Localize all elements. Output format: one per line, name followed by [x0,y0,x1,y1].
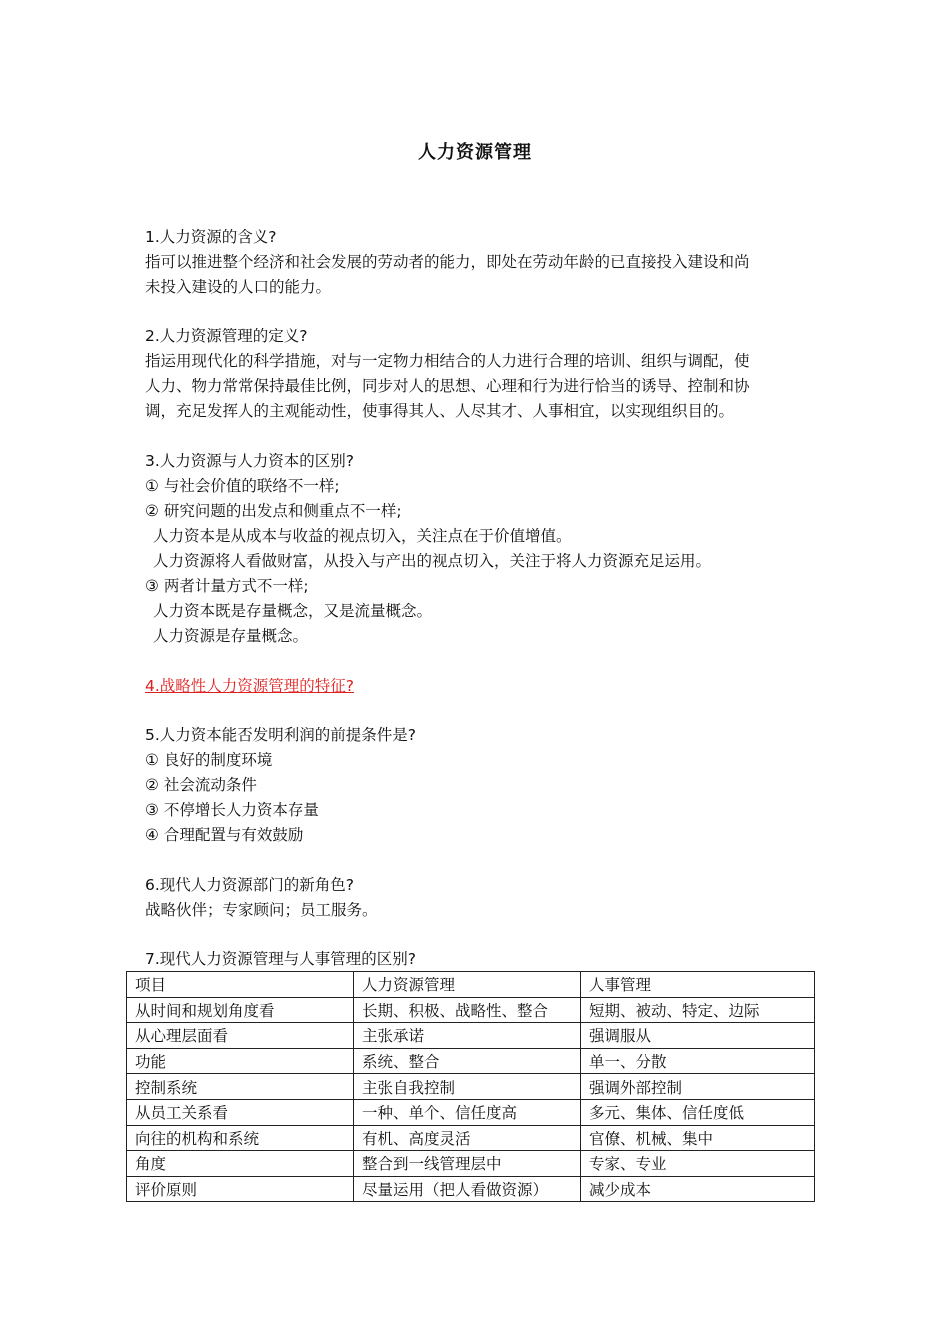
table-header-row [127,972,815,998]
table-cell: 强调服从 [581,1023,815,1049]
table-row [127,997,815,1023]
table-row [127,1176,815,1202]
table-cell: 从心理层面看 [127,1023,354,1049]
table-cell: 整合到一线管理层中 [354,1151,581,1177]
q5-item: ③ 不停增长人力资本存量 [145,801,319,819]
q5-item: ① 良好的制度环境 [145,751,273,769]
table-header-cell: 人力资源管理 [354,972,581,998]
q5-heading: 5.人力资本能否发明利润的前提条件是? [145,726,417,744]
table-cell: 主张承诺 [354,1023,581,1049]
table-cell: 主张自我控制 [354,1074,581,1100]
table-row [127,1125,815,1151]
q2-line: 人力、物力常常保持最佳比例，同步对人的思想、心理和行为进行恰当的诱导、控制和协 [145,377,750,395]
table-cell: 短期、被动、特定、边际 [581,997,815,1023]
table-row [127,1074,815,1100]
table-cell: 评价原则 [127,1176,354,1202]
q3-point: ① 与社会价值的联络不一样; [145,477,340,495]
q3-subpoint: 人力资本是从成本与收益的视点切入，关注点在于价值增值。 [153,527,572,545]
table-cell: 角度 [127,1151,354,1177]
table-cell: 功能 [127,1048,354,1074]
q3-subpoint: 人力资源是存量概念。 [153,627,309,645]
table-cell: 强调外部控制 [581,1074,815,1100]
document-title: 人力资源管理 [418,142,532,163]
q2-line: 指运用现代化的科学措施，对与一定物力相结合的人力进行合理的培训、组织与调配，使 [145,352,750,370]
table-cell: 减少成本 [581,1176,815,1202]
table-cell: 向往的机构和系统 [127,1125,354,1151]
table-cell: 单一、分散 [581,1048,815,1074]
table-cell: 控制系统 [127,1074,354,1100]
table-row [127,1048,815,1074]
q6-heading: 6.现代人力资源部门的新角色? [145,876,355,894]
table-cell: 官僚、机械、集中 [581,1125,815,1151]
q1-heading: 1.人力资源的含义? [145,228,277,246]
table-header-cell: 人事管理 [581,972,815,998]
table-row [127,1023,815,1049]
table-row [127,1099,815,1125]
table-cell: 多元、集体、信任度低 [581,1099,815,1125]
q5-item: ② 社会流动条件 [145,776,257,794]
q7-heading: 7.现代人力资源管理与人事管理的区别? [145,950,417,968]
table-cell: 专家、专业 [581,1151,815,1177]
q1-line: 指可以推进整个经济和社会发展的劳动者的能力，即处在劳动年龄的已直接投入建设和尚 [145,253,750,271]
table-cell: 长期、积极、战略性、整合 [354,997,581,1023]
table-row [127,1151,815,1177]
comparison-table [126,971,815,1202]
table-cell: 系统、整合 [354,1048,581,1074]
q5-item: ④ 合理配置与有效鼓励 [145,826,304,844]
q6-answer: 战略伙伴；专家顾问；员工服务。 [145,901,378,919]
table-header-cell: 项目 [127,972,354,998]
q3-subpoint: 人力资源将人看做财富，从投入与产出的视点切入，关注于将人力资源充足运用。 [153,552,712,570]
q3-point: ③ 两者计量方式不一样; [145,577,309,595]
table-cell: 一种、单个、信任度高 [354,1099,581,1125]
q2-heading: 2.人力资源管理的定义? [145,327,308,345]
q3-heading: 3.人力资源与人力资本的区别? [145,452,355,470]
table-cell: 有机、高度灵活 [354,1125,581,1151]
q4-heading-link[interactable]: 4.战略性人力资源管理的特征? [145,677,355,695]
table-cell: 从时间和规划角度看 [127,997,354,1023]
table-cell: 从员工关系看 [127,1099,354,1125]
q3-point: ② 研究问题的出发点和侧重点不一样; [145,502,402,520]
q3-subpoint: 人力资本既是存量概念，又是流量概念。 [153,602,433,620]
q2-line: 调，充足发挥人的主观能动性，使事得其人、人尽其才、人事相宜，以实现组织目的。 [145,402,735,420]
q1-line: 未投入建设的人口的能力。 [145,278,332,296]
table-cell: 尽量运用（把人看做资源） [354,1176,581,1202]
